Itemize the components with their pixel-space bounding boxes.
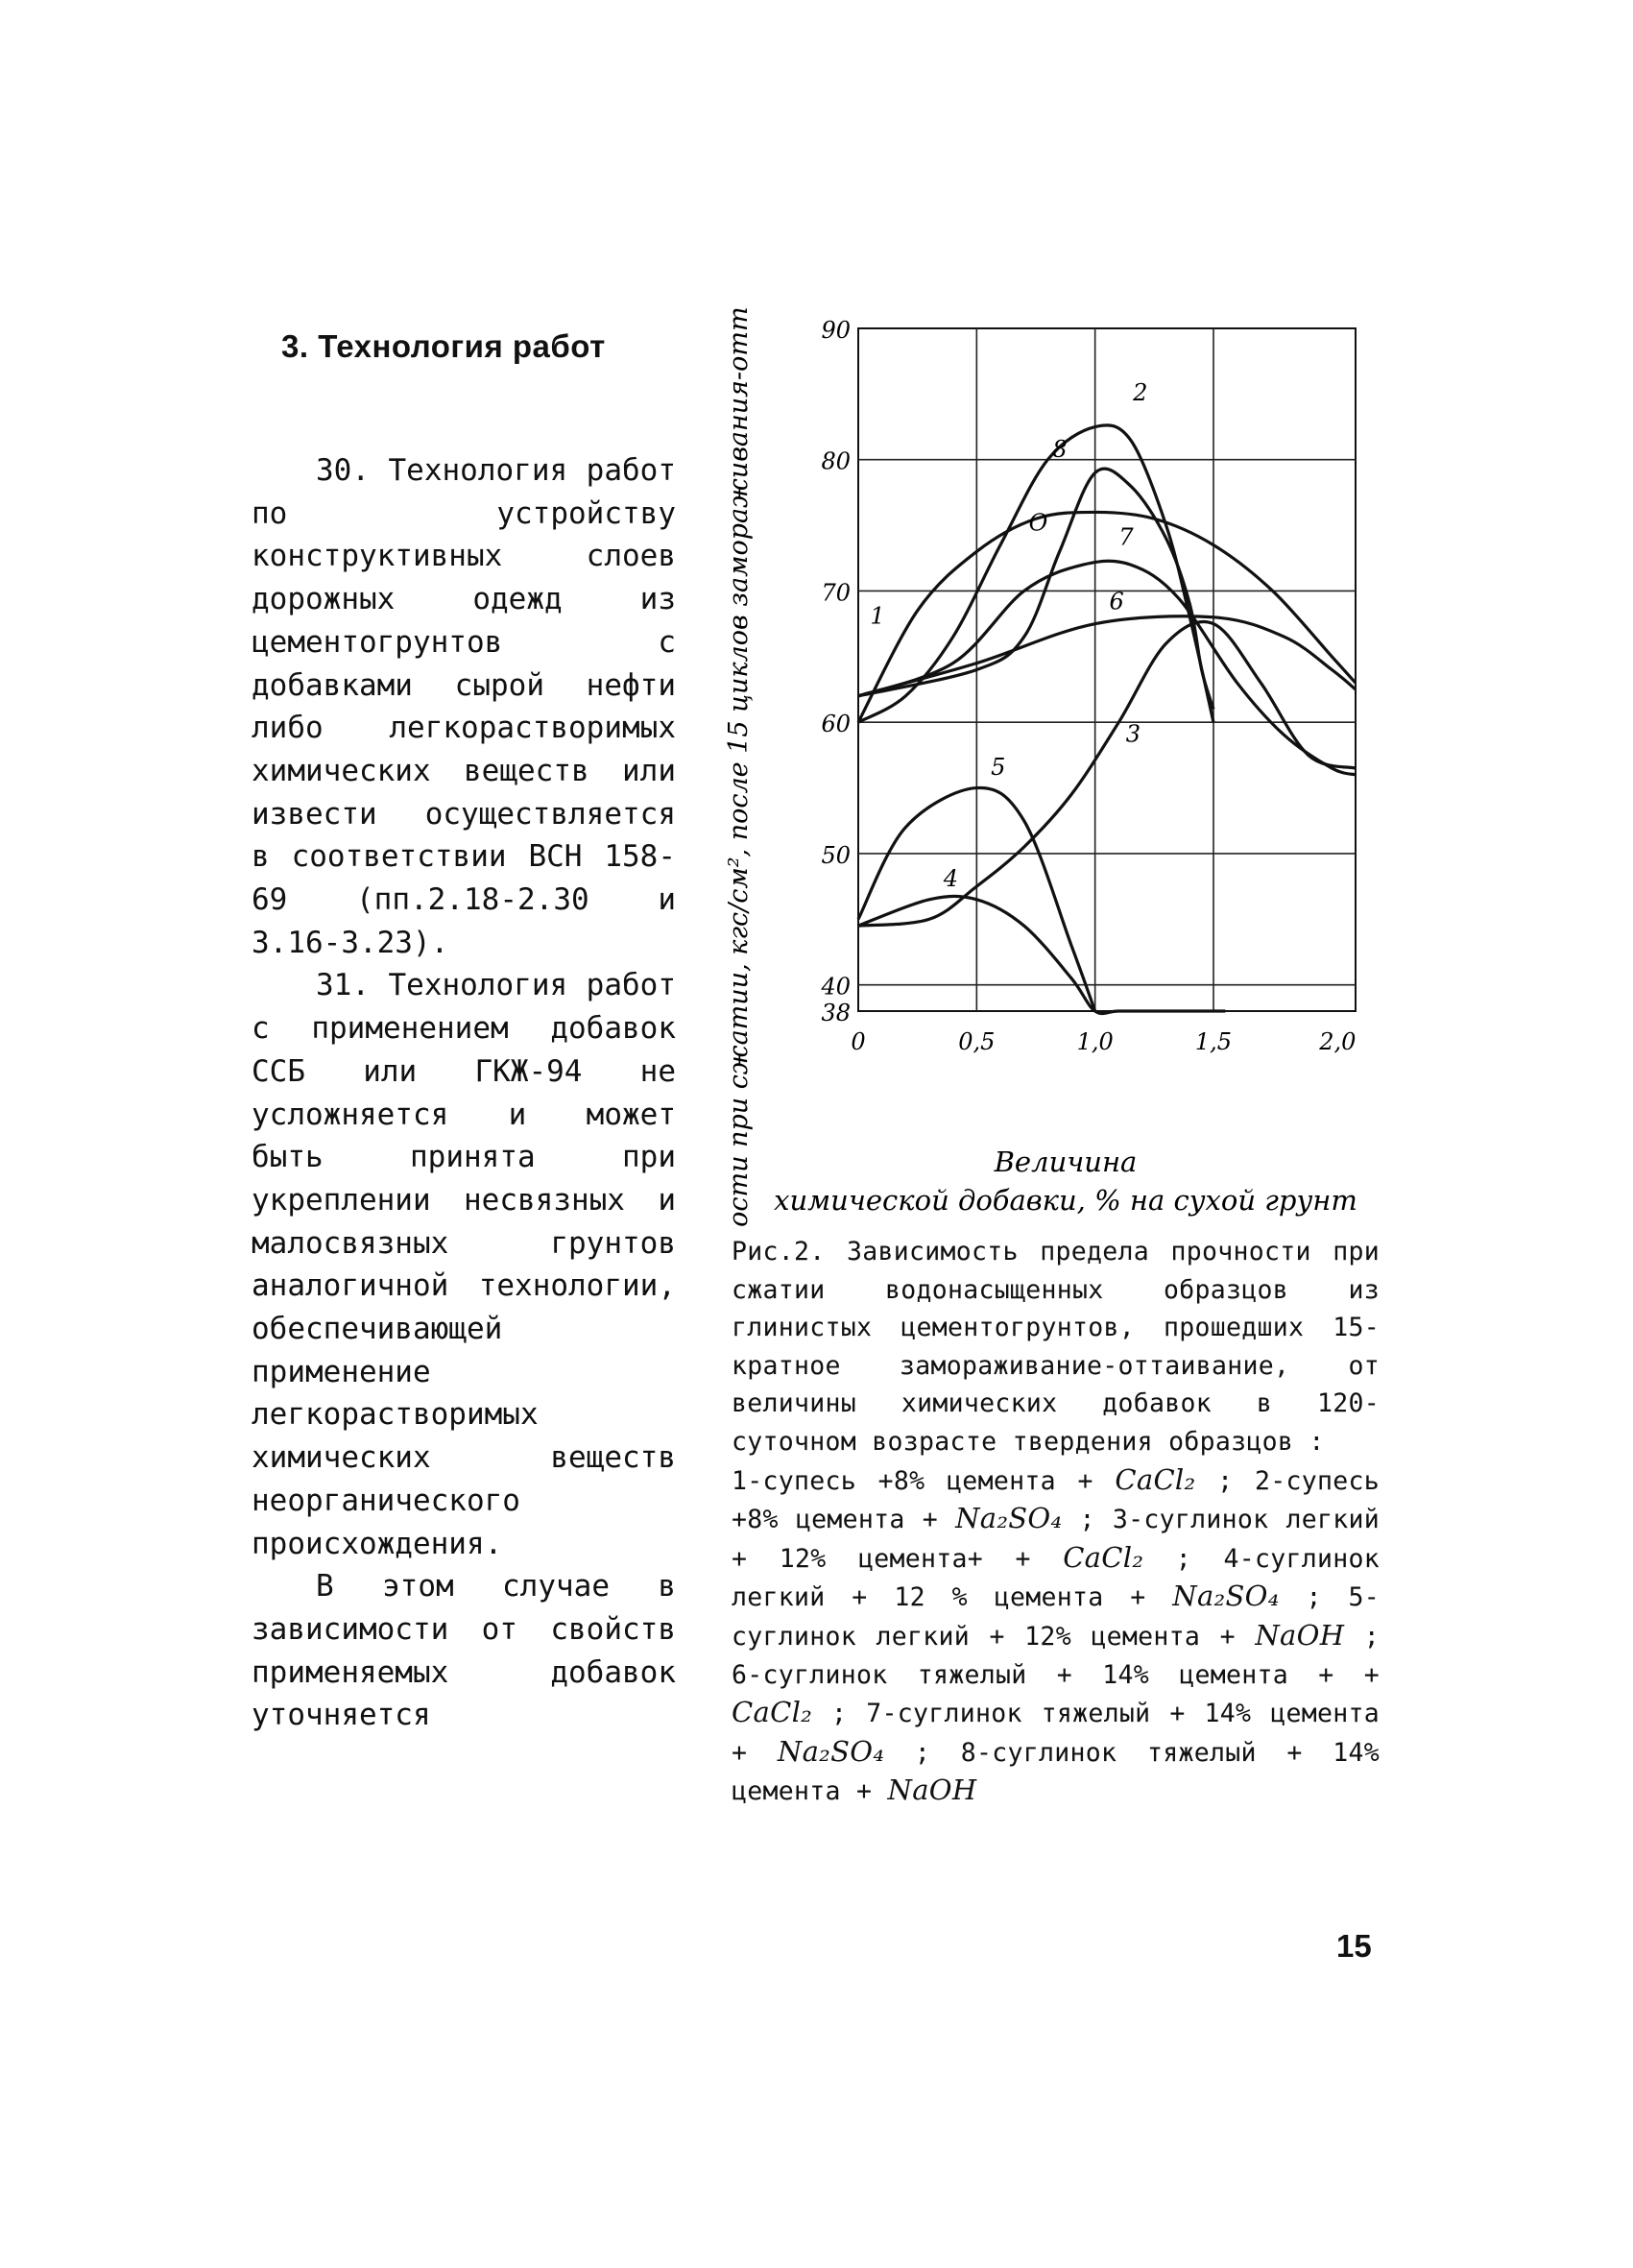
series-line-2 — [858, 425, 1213, 722]
x-tick-label: 2,0 — [1319, 1028, 1357, 1055]
y-tick-label: 60 — [821, 711, 851, 738]
series-line-6 — [858, 616, 1356, 696]
caption-item-sep: ; — [884, 1737, 961, 1768]
caption-item-sep: ; — [1143, 1543, 1224, 1574]
series-label-5: 5 — [991, 753, 1006, 781]
caption-item-sep: ; — [812, 1699, 867, 1729]
x-axis-label-line2: химической добавки, % на сухой грунт — [774, 1184, 1357, 1217]
page-number: 15 — [1336, 1928, 1372, 1964]
caption-item-text: 7-суглинок тяжелый + 14% цемента + — [732, 1699, 1381, 1768]
series-label-3: 3 — [1125, 720, 1141, 748]
x-tick-label: 0,5 — [958, 1028, 996, 1055]
figure-caption — [732, 1233, 1380, 1811]
x-tick-label: 0 — [851, 1028, 866, 1055]
caption-item-chemical: CaCl₂ — [732, 1696, 813, 1729]
series-label-8: 8 — [1052, 435, 1068, 463]
series-line-1 — [858, 509, 1356, 722]
caption-item-sep: ; — [1195, 1465, 1255, 1496]
chart-series — [858, 425, 1356, 1014]
caption-item-chemical: Na₂SO₄ — [777, 1734, 885, 1768]
caption-item-sep: ; — [1279, 1582, 1349, 1613]
caption-item-chemical: CaCl₂ — [1063, 1540, 1144, 1574]
series-label-1: 1 — [870, 602, 885, 630]
paragraph-30: 30. Технология работ по устройству конструктивных слоев дорожных одежд из цементогрунтов с добавками сырой нефти либо легкорастворимых химических веществ или извести осуществляется в соответствии ВСН 158-69 (пп.2.18-2.30 и 3.16-3.23). — [252, 453, 676, 960]
y-tick-label: 40 — [821, 973, 851, 1001]
body-text-column — [252, 449, 676, 1737]
caption-item-text: 8-суглинок тяжелый + 14% цемента + — [732, 1737, 1380, 1807]
y-axis-label: Предел прочности при сжатии, кгс/см², после 15 циклов замораживания-оттаивания — [724, 307, 754, 1229]
series-line-4 — [858, 896, 1225, 1013]
caption-item-chemical: NaOH — [1255, 1618, 1345, 1652]
chart-grid — [858, 328, 1356, 1011]
caption-legend — [732, 1461, 1380, 1811]
caption-item-text: 5-суглинок легкий + 12% цемента + — [732, 1582, 1380, 1652]
caption-item-chemical: Na₂SO₄ — [955, 1502, 1063, 1535]
paragraph-31: 31. Технология работ с применением добавок ССБ или ГКЖ-94 не усложняется и может быть принята при укреплении несвязных и малосвязных грунтов аналогичной технологии, обеспечивающей применение легкорастворимых химических веществ неорганического происхождения. — [252, 968, 676, 1561]
series-label-6: 6 — [1109, 588, 1124, 615]
series-label-4: 4 — [943, 865, 959, 893]
caption-item-chemical: NaOH — [887, 1773, 977, 1807]
caption-item-text: 2-супесь +8% цемента + — [732, 1465, 1380, 1535]
caption-item-text: 6-суглинок тяжелый + 14% цемента + + — [732, 1659, 1380, 1690]
y-tick-label: 80 — [821, 447, 851, 475]
y-tick-label: 50 — [821, 841, 851, 869]
figure-2 — [701, 307, 1392, 1229]
section-heading: 3. Технология работ — [281, 328, 606, 364]
series-labels — [870, 379, 1147, 892]
caption-item-sep: ; — [1062, 1505, 1113, 1535]
paragraph-continuation: В этом случае в зависимости от свойств применяемых добавок уточняется — [252, 1569, 676, 1733]
x-tick-label: 1,5 — [1194, 1028, 1233, 1055]
x-axis-label: Величина — [994, 1146, 1138, 1178]
caption-item-chemical: Na₂SO₄ — [1172, 1580, 1280, 1613]
y-tick-label: 70 — [821, 579, 851, 607]
series-label-7: 7 — [1118, 523, 1134, 551]
caption-item — [732, 1462, 1255, 1496]
caption-intro: Рис.2. Зависимость предела прочности при сжатии водонасыщенных образцов из глинистых цементогрунтов, прошедших 15-кратное замораживание-оттаивание, от величины химических добавок в 120-суточном возрасте твердения образцов : — [732, 1237, 1380, 1457]
caption-item-sep: ; — [1344, 1621, 1381, 1652]
x-tick-labels — [851, 1028, 1356, 1055]
caption-item-text: 4-суглинок легкий + 12 % цемента + — [732, 1543, 1381, 1613]
plot-frame — [858, 328, 1356, 1011]
caption-item-chemical: CaCl₂ — [1115, 1462, 1196, 1496]
y-tick-label: 90 — [821, 317, 851, 344]
series-label-2: 2 — [1133, 379, 1148, 407]
y-tick-labels — [820, 317, 851, 1026]
caption-item-text: 3-суглинок легкий + 12% цемента+ + — [732, 1505, 1381, 1574]
series-label-O: O — [1028, 509, 1048, 537]
y-tick-label: 38 — [821, 1000, 851, 1026]
caption-item-text: 1-супесь +8% цемента + — [732, 1465, 1116, 1496]
x-tick-label: 1,0 — [1076, 1028, 1114, 1055]
strength-chart — [701, 307, 1392, 1229]
